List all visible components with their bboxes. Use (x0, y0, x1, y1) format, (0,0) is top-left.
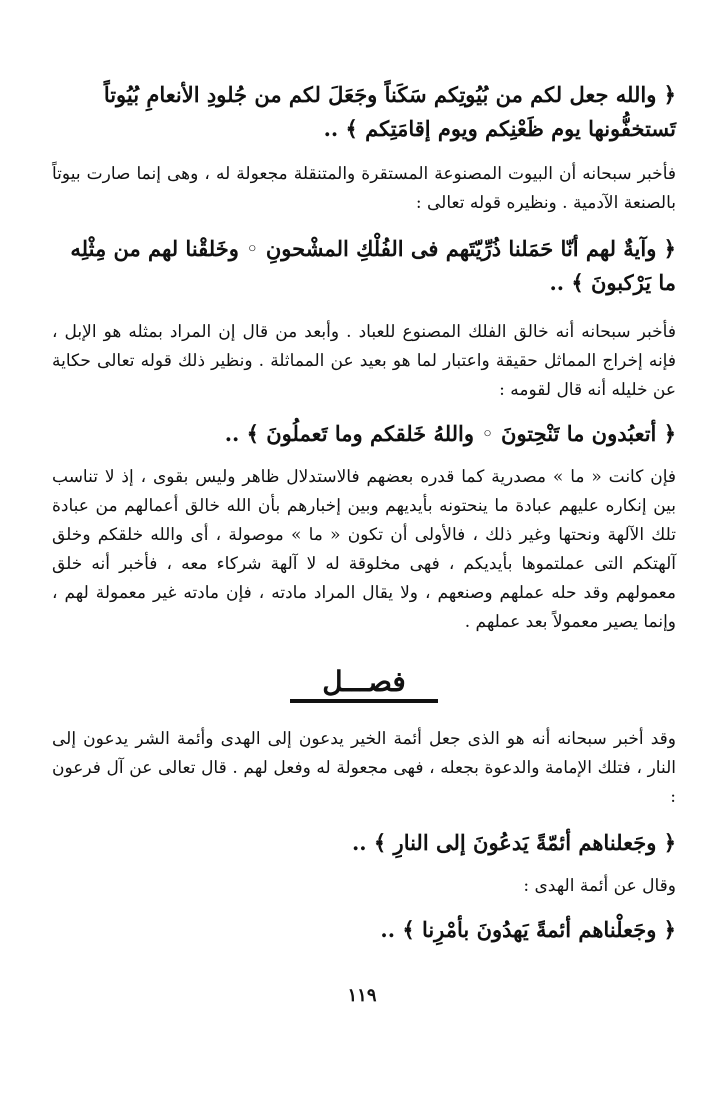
paragraph-4: وقد أخبر سبحانه أنه هو الذى جعل أئمة الخير يدعون إلى الهدى وأئمة الشر يدعون إلى النار ، فتلك الإمامة والدعوة بجعله ، فهى مجعولة له وفعل لهم . قال تعالى عن آل فرعون : (52, 729, 676, 807)
paragraph-1: فأخبر سبحانه أن البيوت المصنوعة المستقرة والمتنقلة مجعولة له ، وهى إنما صارت بيوتاً بالصنعة الآدمية . ونظيره قوله تعالى : (52, 164, 676, 213)
section-heading (52, 667, 676, 703)
paragraph-3: فإن كانت « ما » مصدرية كما قدره بعضهم فالاستدلال ظاهر وليس بقوى ، إذ لا تناسب بين إنكاره عليهم عبادة ما ينحتونه بأيديهم وبين إخبارهم بأن الله خالق أعمالهم من عبادة تلك الآلهة ونحتها وغير ذلك ، فالأولى أن تكون « ما » موصولة ، أى والله خلقكم وخلق آلهتكم التى عملتموها بأيديكم ، فهى مخلوقة له لا آلهة شركاء معه ، فأخبر أنه خلق معمولهم وقد حله عملهم وصنعهم ، ولا يقال المراد مادته ، فإن مادته غير معمولة لهم ، وإنما يصير معمولاً بعد عملهم . (52, 467, 676, 632)
paragraph-2: فأخبر سبحانه أنه خالق الفلك المصنوع للعباد . وأبعد من قال إن المراد بمثله هو الإبل ، فإنه إخراج المماثل حقيقة واعتبار لما هو بعيد عن المماثلة . ونظير ذلك قوله تعالى حكاية عن خليله أنه قال لقومه : (52, 322, 676, 400)
quran-verse-1: ﴿ والله جعل لكم من بُيُوتِكم سَكَناً وجَعَلَ لكم من جُلودِ الأنعامِ بُيُوتاً تَستخفُّونها يوم ظَعْنِكم ويوم إقامَتِكم ﴾ .. (103, 82, 676, 141)
section-title: فصـــل (290, 667, 437, 703)
quran-verse-2: ﴿ وآيةٌ لهم أنّا حَمَلنا ذُرِّيّتَهم فى الفُلْكِ المشْحونِ ◦ وخَلقْنا لهم من مِثْلِه ما يَرْكبونَ ﴾ .. (70, 236, 676, 295)
quran-verse-4: ﴿ وجَعلناهم أئمّةً يَدعُونَ إلى النارِ ﴾ .. (352, 830, 676, 855)
paragraph-5: وقال عن أئمة الهدى : (523, 876, 676, 896)
quran-verse-5: ﴿ وجَعلْناهم أئمةً يَهدُونَ بأمْرِنا ﴾ .. (380, 917, 676, 942)
page-number: ١١٩ (347, 985, 377, 1006)
quran-verse-3: ﴿ أتعبُدون ما تَنْحِتونَ ◦ واللهُ خَلقكم وما تَعملُونَ ﴾ .. (224, 421, 676, 446)
